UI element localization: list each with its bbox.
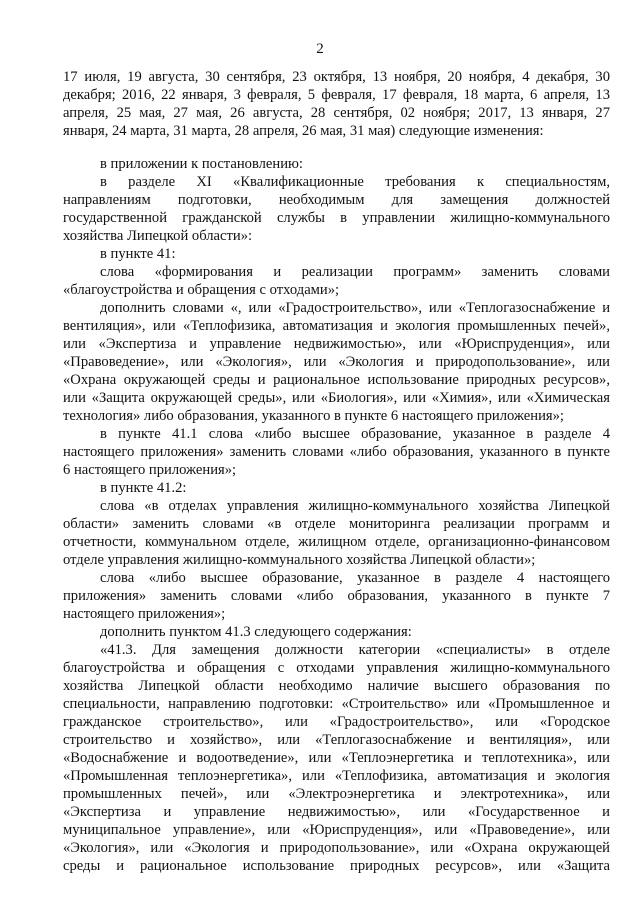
text-line: слова «в отделах управления жилищно-коммунального хозяйства Липецкой	[100, 498, 610, 514]
text-line: гражданское строительство», или «Градостроительство», или «Городское	[63, 714, 610, 730]
text-line: строительство и хозяйство», или «Теплогазоснабжение и вентиляция», или	[63, 732, 610, 748]
text-line: или «Экспертиза и управление недвижимостью», или «Юриспруденция», или	[63, 336, 610, 352]
text-line: в пункте 41.1 слова «либо высшее образование, указанное в разделе 4	[100, 426, 610, 442]
text-line: приложения» заменить словами «либо образования, указанного в пункте 7	[63, 588, 610, 604]
text-line: технология» либо образования, указанного в пункте 6 настоящего приложения»;	[63, 408, 564, 424]
text-line: или «Защита окружающей среды», или «Биология», или «Химия», или «Химическая	[63, 390, 610, 406]
text-line: муниципальное управление», или «Юриспруденция», или «Правоведение», или	[63, 822, 610, 838]
text-line: хозяйства Липецкой области необходимо наличие высшего образования по	[63, 678, 610, 694]
paragraph-gap	[63, 140, 610, 155]
text-line: декабря; 2016, 22 января, 3 февраля, 5 февраля, 17 февраля, 18 марта, 6 апреля, 13	[63, 87, 610, 103]
text-line: хозяйства Липецкой области»:	[63, 228, 253, 244]
text-line: вентиляция», или «Теплофизика, автоматизация и экология промышленных печей»,	[63, 318, 610, 334]
text-line: в разделе XI «Квалификационные требования к специальностям,	[100, 174, 610, 190]
text-line: промышленных печей», или «Электроэнергетика и электротехника», или	[63, 786, 610, 802]
document-body	[63, 68, 610, 875]
text-line: среды и рациональное использование природных ресурсов», или «Защита	[63, 858, 610, 874]
text-line: дополнить словами «, или «Градостроительство», или «Теплогазоснабжение и	[100, 300, 610, 316]
text-line: направлениям подготовки, необходимым для замещения должностей	[63, 192, 610, 208]
text-line: настоящего приложения» заменить словами «либо образования, указанного в пункте	[63, 444, 610, 460]
text-line: настоящего приложения»;	[63, 606, 226, 622]
text-line: «Охрана окружающей среды и рациональное использование природных ресурсов»,	[63, 372, 610, 388]
text-line: апреля, 25 мая, 27 мая, 26 августа, 28 сентября, 02 ноября; 2017, 13 января, 27	[63, 105, 610, 121]
text-line: государственной гражданской службы в управлении жилищно-коммунального	[63, 210, 610, 226]
text-line: «Правоведение», или «Экология», или «Экология и природопользование», или	[63, 354, 610, 370]
text-line: 17 июля, 19 августа, 30 сентября, 23 октября, 13 ноября, 20 ноября, 4 декабря, 30	[63, 69, 610, 85]
page-number: 2	[316, 41, 324, 57]
text-line: «41.3. Для замещения должности категории «специалисты» в отделе	[100, 642, 610, 658]
text-line: благоустройства и обращения с отходами управления жилищно-коммунального	[63, 660, 610, 676]
text-line: «Экология», или «Экология и природопользование», или «Охрана окружающей	[63, 840, 610, 856]
text-line: в пункте 41:	[100, 246, 176, 262]
text-line: слова «формирования и реализации программ» заменить словами	[100, 264, 610, 280]
text-line: «Водоснабжение и водоотведение», или «Теплоэнергетика и теплотехника», или	[63, 750, 610, 766]
text-line: «Промышленная теплоэнергетика», или «Теплофизика, автоматизация и экология	[63, 768, 610, 784]
text-line: специальности, направлению подготовки: «Строительство» или «Промышленное и	[63, 696, 610, 712]
text-line: в приложении к постановлению:	[100, 156, 303, 172]
text-line: «благоустройства и обращения с отходами»;	[63, 282, 340, 298]
text-line: в пункте 41.2:	[100, 480, 187, 496]
text-line: отчетности, коммунальном отделе, жилищном отделе, организационно-финансовом	[63, 534, 610, 550]
text-line: января, 24 марта, 31 марта, 28 апреля, 26 мая, 31 мая) следующие изменения:	[63, 123, 544, 139]
text-line: 6 настоящего приложения»;	[63, 462, 237, 478]
text-line: слова «либо высшее образование, указанное в разделе 4 настоящего	[100, 570, 610, 586]
text-line: дополнить пунктом 41.3 следующего содержания:	[100, 624, 412, 640]
text-line: «Экспертиза и управление недвижимостью», или «Государственное и	[63, 804, 610, 820]
text-line: области» заменить словами «в отделе мониторинга реализации программ и	[63, 516, 610, 532]
text-line: отделе управления жилищно-коммунального хозяйства Липецкой области»;	[63, 552, 536, 568]
